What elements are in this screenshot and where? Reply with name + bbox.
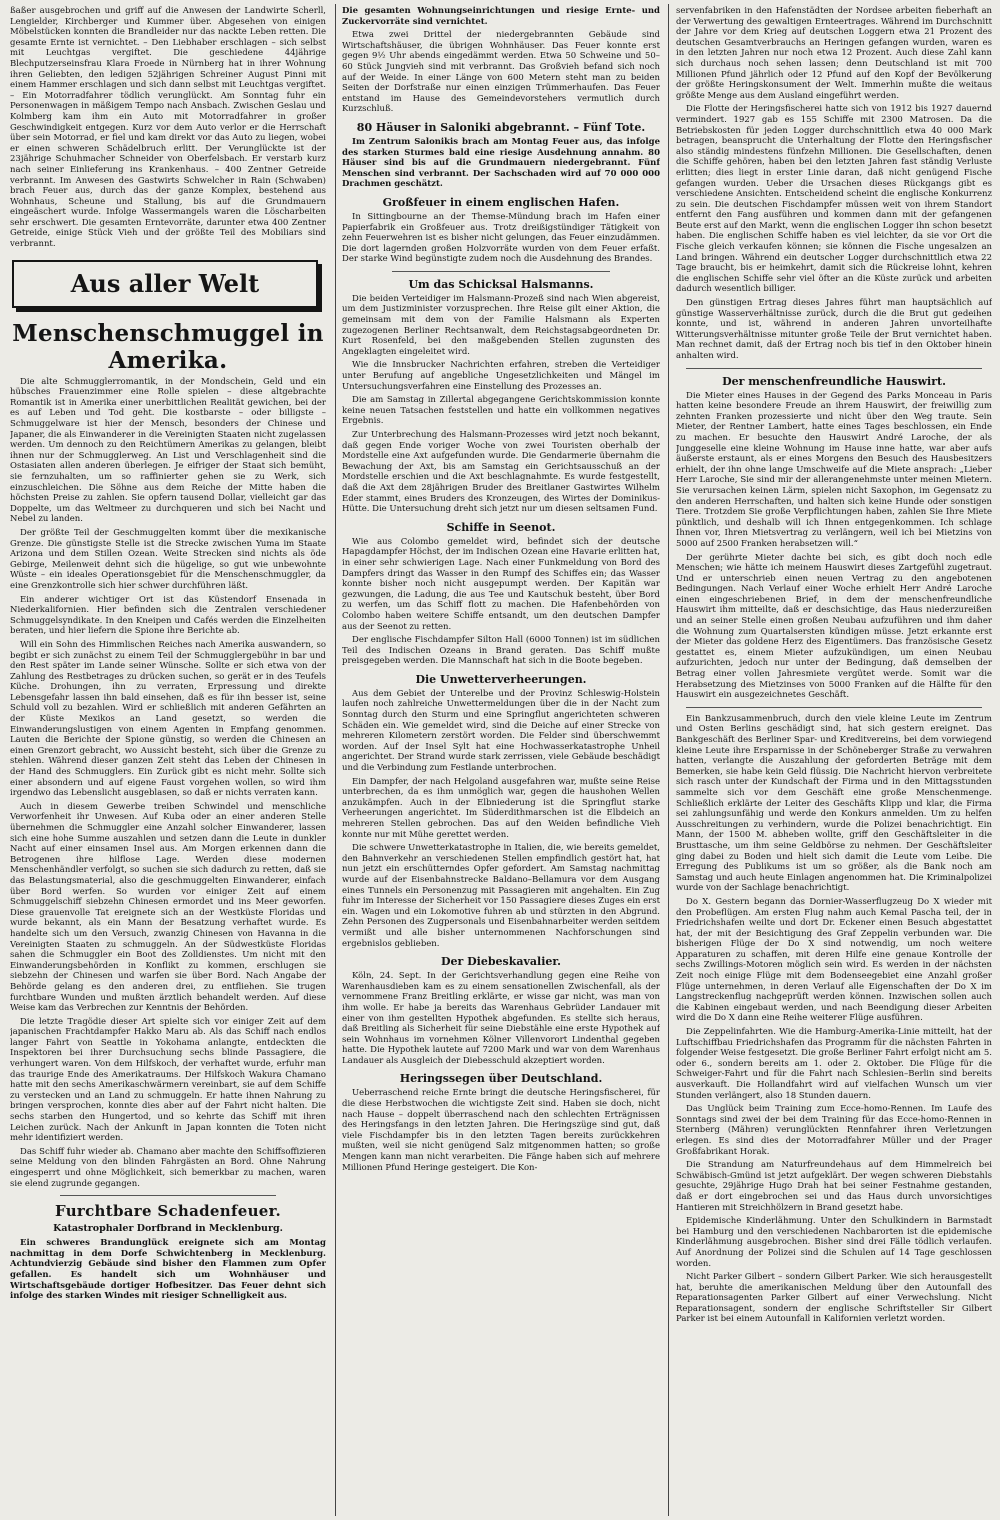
article-paragraph: Köln, 24. Sept. In der Gerichtsverhandlung gegen eine Reihe von Warenhausdieben kam es zu einem sensationellen Zwischenfall, als der vernommene Franz Breitling erklärte, er wisse gar nicht, was man von ihm wolle. Er habe ja bereits das Warenhaus Gebrüder Landauer mit einer von ihm gestellten Hypothek abgefunden. Es stellte sich heraus, daß Breitling als Sicherheit für seine Diebstähle eine erste Hypothek auf sein Wohnhaus im vornehmen Kölner Villenvorort Lindenthal gegeben hatte. Die Hypothek lautete auf 7200 Mark und war von dem Warenhaus Landauer als Ausgleich der Diebesschuld akzeptiert worden. [342, 971, 660, 1066]
headline-saloniki: 80 Häuser in Saloniki abgebrannt. – Fünf Tote. [356, 120, 646, 134]
article-paragraph: servenfabriken in den Hafenstädten der Nordsee arbeiten fieberhaft an der Verwertung des gewaltigen Ernteertrages. Während im Durchschnitt der Jahre vor dem Krieg auf deutschen Loggern etwa 21 Prozent des deutschen Gesamtverbrauchs an Heringen gefangen wurden, waren es in den letzten Jahren nur noch etwa 12 Prozent. Auch diese Zahl kann sich durchaus noch sehen lassen; denn Deutschland ist mit 700 Millionen Pfund jährlich oder 12 Pfund auf den Kopf der Bevölkerung der größte Heringskonsument der Welt. Immerhin mußte die weitaus größte Menge aus dem Ausland eingeführt werden. [676, 6, 992, 101]
headline-menschenschmuggel: Menschenschmuggel in Amerika. [12, 319, 324, 374]
column-3 [676, 6, 992, 1516]
article-paragraph: Die Flotte der Heringsfischerei hatte sich von 1912 bis 1927 dauernd vermindert. 1927 gab es 155 Schiffe mit 2300 Matrosen. Da die Betriebskosten für jeden Logger durchschnittlich etwa 40 000 Mark betragen, beansprucht die Unterhaltung der Flotte den Heringsfischer also ständig mindestens fünfzehn Millionen. Die Gesellschaften, denen die Schiffe gehören, haben bei den letzten Jahren fast ständig Verluste erlitten; dies liegt in erster Linie daran, daß nicht genügend Fische gefangen wurden. Ueber die Ursachen dieses Rückgangs gibt es verschiedene Ansichten. Entscheidend scheint die englische Konkurrenz zu sein. Die deutschen Fischdampfer müssen weit von ihrem Standort entfernt den Fang ausführen und kommen dann mit der gefangenen Beute erst auf den Markt, wenn die englischen Logger ihn schon besetzt haben. Die englischen Schiffe haben es viel leichter, da sie vor Ort die Fische gleich verkaufen können; sie können die Fische ungesalzen an Land bringen. Während ein deutscher Logger durchschnittlich etwa 22 Tage braucht, bis er heimkehrt, damit sich die Rückreise lohnt, kehren die englischen Schiffe sehr viel öfter an die Küste zurück und arbeiten dadurch wesentlich billiger. [676, 104, 992, 295]
separator [60, 1195, 276, 1196]
separator [686, 707, 982, 708]
headline-seenot: Schiffe in Seenot. [446, 520, 556, 534]
news-item-kinderlaehmung: Epidemische Kinderlähmung. Unter den Schulkindern in Barmstadt bei Hamburg und den verschiedenen Nachbarorten ist die epidemische Kinderlähmung ausgebrochen. Bisher sind drei Fälle tödlich verlaufen. Auf Anordnung der Polizei sind die Schulen auf 14 Tage geschlossen worden. [676, 1216, 992, 1269]
news-item-strandung: Die Strandung am Naturfreundehaus auf dem Himmelreich bei Schwäbisch-Gmünd ist jetzt aufgeklärt. Der wegen schweren Diebstahls gesuchte, 29jährige Hugo Drah hat bei seiner Festnahme gestanden, daß er dort eingebrochen sei und das Haus durch unvorsichtiges Hantieren mit Streichhölzern in Brand gesetzt habe. [676, 1160, 992, 1213]
article-lokales: ßaßer ausgebrochen und griff auf die Anwesen der Landwirte Scherll, Lengielder, Kirchberger und Kummer über. Abgesehen von einigen Möbelstücken konnten die Brandleider nur das nackte Leben retten. Die gesamte Ernte ist vernichtet. – Den Liebhaber erschlagen – sich selbst mit Leuchtgas vergiftet. Die geschiedene 44jährige Blechputzerseinsfrau Klara Froede in Nürnberg hat in ihrer Wohnung ihren Geliebten, den ledigen 52jährigen Schreiner August Pinni mit einem Hammer erschlagen und sich dann selbst mit Leuchtgas vergiftet. – Ein Motorradfahrer tödlich verunglückt. Am Sonntag fuhr ein Personenwagen in mäßigem Tempo nach Ansbach. Zwischen Geslau und Kolmberg kam ihm ein Auto mit Motorradfahrer in großer Geschwindigkeit entgegen. Kurz vor dem Auto verlor er die Herrschaft über sein Motorrad, er fiel und kam direkt vor das Auto zu liegen, wobei er einen schweren Schädelbruch erlitt. Der Verunglückte ist der 23jährige Schuhmacher Schneider von Oberfelsbach. Er verstarb kurz nach seiner Einlieferung ins Krankenhaus. – 400 Zentner Getreide verbrannt. Im Anwesen des Gastwirts Schwelcher in Rain (Schwaben) brach Feuer aus, durch das der ganze Komplex, bestehend aus Wohnhaus, Scheune und Stallung, bis auf die Grundmauern eingeäschert wurde. Infolge Wassermangels waren die Löscharbeiten sehr erschwert. Die gesamten Erntevorräte, darunter etwa 400 Zentner Getreide, einige Stück Vieh und der größte Teil des Mobiliars sind verbrannt. [10, 6, 326, 250]
column-rule [335, 4, 336, 1516]
article-paragraph: Die beiden Verteidiger im Halsmann-Prozeß sind nach Wien abgereist, um dem Justizminister vorzusprechen. Ihre Reise gilt einer Aktion, die gemeinsam mit dem von der Familie Halsmann als Experten zugezogenen Berliner Rechtsanwalt, dem Reichstagsabgeordneten Dr. Kurt Rosenfeld, bei den maßgebenden Stellen zugunsten des Angeklagten eingeleitet wird. [342, 293, 660, 357]
article-paragraph: In Sittingbourne an der Themse-Mündung brach im Hafen einer Papierfabrik ein Großfeuer aus. Trotz dreißigstündiger Tätigkeit von zehn Feuerwehren ist es bisher nicht gelungen, das Feuer einzudämmen. Die dort lagernden großen Holzvorräte wurden von dem Feuer erfaßt. Der starke Wind begünstigte zudem noch die Ausdehnung des Brandes. [342, 211, 660, 265]
column-rule [668, 4, 669, 1516]
article-paragraph: Ueberraschend reiche Ernte bringt die deutsche Heringsfischerei, für die diese Herbstwochen die wichtigste Zeit sind. Haben sie doch, nicht nach Hause – doppelt überraschend nach den schlechten Erträgnissen des Heringsfangs in den letzten Jahren. Die Heringszüge sind gut, daß viele Fischdampfer bis in den letzten Tagen bereits zurückkehren mußten, weil sie nicht genügend Salz mitgenommen hatten; so große Mengen kann man nicht verarbeiten. Die Fänge haben sich auf mehrere Millionen Pfund Heringe gesteigert. Die Kon- [342, 1088, 660, 1173]
news-item-zeppelin: Die Zeppelinfahrten. Wie die Hamburg-Amerika-Linie mitteilt, hat der Luftschiffbau Friedrichshafen das Programm für die nächsten Fahrten in folgender Weise festgesetzt. Die große Berliner Fahrt erfolgt nicht am 5. oder 6., sondern bereits am 1. oder 2. Oktober. Die Flüge für die Schweiger-Fahrt und für die Fahrt nach Schlesien–Berlin sind bereits ausverkauft. Die Hollandfahrt wird auf vielfachen Wunsch um vier Stunden verlängert, also 18 Stunden dauern. [676, 1027, 992, 1101]
headline-unwetter: Die Unwetterverheerungen. [415, 672, 587, 686]
news-item-dox: Do X. Gestern begann das Dornier-Wasserflugzeug Do X wieder mit den Probeflügen. Am ersten Flug nahm auch Kemal Pascha teil, der in Friedrichshafen weilte und dort Dr. Eckener einen Besuch abgestattet hat, der mit der Besichtigung des Graf Zeppelin verbunden war. Die bisherigen Flüge der Do X sind notwendig, um noch weitere Apparaturen zu schaffen, mit deren Hilfe eine genaue Kontrolle der sechs Zwillings-Motoren möglich sein wird. Es werden in der nächsten Zeit noch einige Flüge mit dem Bodenseegebiet eine Anzahl großer Flüge unternehmen, in deren Verlauf alle Eigenschaften der Do X im Langstreckenflug nachgeprüft werden können. Inzwischen sollen auch die Kabinen eingebaut werden, und nach Beendigung dieser Arbeiten wird die Do X dann eine Reihe weiterer Flüge ausführen. [676, 896, 992, 1024]
article-paragraph: Das Schiff fuhr wieder ab. Chamano aber machte den Schiffsoffizieren seine Meldung von den blinden Fahrgästen an Bord. Ohne Nahrung eingesperrt und ohne Möglichkeit, sich bemerkbar zu machen, waren sie elend zugrunde gegangen. [10, 1146, 326, 1189]
article-paragraph: Den günstigen Ertrag dieses Jahres führt man hauptsächlich auf günstige Wasserverhältnisse zurück, durch die die Brut gut gedeihen konnte, und ist, während in anderen Jahren unvorteilhafte Witterungsverhältnisse mitunter große Teile der Brut vernichtet haben. Man rechnet damit, daß der Ertrag noch bis tief in den Oktober hinein anhalten wird. [676, 298, 992, 361]
article-paragraph: Auch in diesem Gewerbe treiben Schwindel und menschliche Verworfenheit ihr Unwesen. Auf Kuba oder an einer anderen Stelle übernehmen die Schmuggler eine Anzahl solcher Einwanderer, lassen sich eine hohe Summe auszahlen und setzen dann die Leute in dunkler Nacht auf einer einsamen Insel aus. Am Morgen erkennen dann die Betrogenen ihre hilflose Lage. Werden diese modernen Menschenhändler verfolgt, so suchen sie sich dadurch zu retten, daß sie das Belastungsmaterial, also die geschmuggelten Einwanderer, einfach über Bord werfen. So wurden vor einiger Zeit auf einem Schmuggelschiff siebzehn Chinesen ermordet und ins Meer geworfen. Diese grauenvolle Tat ereignete sich an der Westküste Floridas und wurde bekannt, als ein Mann der Besatzung verhaftet wurde. Es handelte sich um den Versuch, zwanzig Chinesen von Havanna in die Vereinigten Staaten zu schmuggeln. An der Südwestküste Floridas sahen die Schmuggler ein Boot des Zolldienstes. Um nicht mit den Einwanderungsbehörden in Konflikt zu kommen, erschlugen sie siebzehn der Chinesen und warfen sie über Bord. Nach Angabe der Behörde gelang es den anderen drei, zu entfliehen. Sie trugen furchtbare Wunden und mußten ärztlich behandelt werden. Auf diese Weise kam das Verbrechen zur Kenntnis der Behörden. [10, 801, 326, 1014]
separator [686, 368, 982, 369]
article-paragraph: Zur Unterbrechung des Halsmann-Prozesses wird jetzt noch bekannt, daß gegen Ende voriger Woche von zwei Touristen oberhalb der Mordstelle eine Axt aufgefunden wurde. Die Gendarmerie übernahm die Bewachung der Axt, bis am Samstag ein Gerichtsausschuß an der Mordstelle erschien und die Axt beschlagnahmte. Es wurde festgestellt, daß die Axt dem 28jährigen Bruder des Breitlaner Gastwirtes Wilhelm Eder stammt, eines Bruders des Kronzeugen, des Wirtes der Dominikus-Hütte. Die Untersuchung dreht sich jetzt nur um diesen seltsamen Fund. [342, 430, 660, 515]
article-paragraph: Die schwere Unwetterkatastrophe in Italien, die, wie bereits gemeldet, den Bahnverkehr an verschiedenen Stellen empfindlich gestört hat, hat nun jetzt ein erschütterndes Opfer gefordert. Am Samstag nachmittag wurde auf der Eisenbahnstrecke Baldano–Bellamura vor dem Ausgang eines Tunnels ein Personenzug mit Passagieren mit angehalten. Ein Zug fuhr im Interesse der Sicherheit vor 150 Passagiere dieses Zuges ein erst ein. Wagen und ein Lokomotive fuhren ab und stürzten in den Abgrund. Zehn Personen des Zugpersonals und Eisenbahnarbeiter werden seitdem vermißt und alle bisher unternommenen Nachforschungen sind ergebnislos geblieben. [342, 843, 660, 949]
headline-hafen: Großfeuer in einem englischen Hafen. [382, 195, 620, 209]
article-paragraph: Die Mieter eines Hauses in der Gegend des Parks Monceau in Paris hatten keine besondere Freude an ihrem Hauswirt, der freiwillig zum zehnten Franken prozessierte und nicht über den Weg traute. Sein Mieter, der Rentner Lambert, hatte eines Tages beschlossen, ein Ende zu machen. Er besuchte den Hauswirt André Laroche, der als Junggeselle eine kleine Wohnung im Hause inne hatte, war aber aufs äußerste erstaunt, als er eines Morgens den Besuch des Hausbesitzers erhielt, der ihn ohne lange Umschweife auf die Miete ansprach: „Lieber Herr Laroche, Sie sind mir der allerangenehmste unter meinen Mietern. Sie verursachen keinen Lärm, spielen nicht Saxophon, im Gegensatz zu den anderen Herrschaften, und halten sich keine Hunde oder sonstigen Tiere. Trotzdem Sie große Verpflichtungen haben, zahlen Sie Ihre Miete pünktlich, und deshalb will ich Ihnen entgegenkommen. Ich schlage Ihnen vor, Ihren Mietsvertrag zu verlängern, weil ich bei Mietzins von 5000 auf 2500 Franken herabsetzen will.“ [676, 390, 992, 549]
column-2 [342, 6, 660, 1516]
subheadline-dorfbrand: Katastrophaler Dorfbrand in Mecklenburg. [53, 1223, 283, 1235]
news-item-parker: Nicht Parker Gilbert – sondern Gilbert Parker. Wie sich herausgestellt hat, beruhte die amerikanischen Meldung über den Autounfall des Reparationsagenten Parker Gilbert auf einer Verwechslung. Nicht Reparationsagent, sondern der englische Schriftsteller Sir Gilbert Parker ist bei einem Autounfall in Kalifornien verletzt worden. [676, 1272, 992, 1325]
article-paragraph: Der englische Fischdampfer Silton Hall (6000 Tonnen) ist im südlichen Teil des Indischen Ozeans in Brand geraten. Das Schiff mußte preisgegeben werden. Die Mannschaft hat sich in die Boote begeben. [342, 635, 660, 667]
separator [392, 271, 610, 272]
headline-diebeskavalier: Der Diebeskavalier. [440, 955, 561, 969]
article-paragraph: Der größte Teil der Geschmuggelten kommt über die mexikanische Grenze. Die günstigste Stelle ist die Strecke zwischen Yuma im Staate Arizona und dem Stillen Ozean. Weite Strecken sind nichts als öde Gebirge, Meilenweit dehnt sich die hügelige, so gut wie unbewohnte Wüste – ein ideales Operationsgebiet für die Menschenschmuggler, da eine Grenzkontrolle sich hier schwer durchführen läßt. [10, 527, 326, 591]
article-paragraph: Ein schweres Brandunglück ereignete sich am Montag nachmittag in dem Dorfe Schwichtenberg in Mecklenburg. Achtundvierzig Gebäude sind bisher den Flammen zum Opfer gefallen. Es handelt sich um Wohnhäuser und Wirtschaftsgebäude dortiger Hofbesitzer. Das Feuer dehnt sich infolge des starken Windes mit riesiger Schnelligkeit aus. [10, 1238, 326, 1302]
headline-schadenfeuer: Furchtbare Schadenfeuer. [55, 1202, 281, 1221]
article-paragraph: Die letzte Tragödie dieser Art spielte sich vor einiger Zeit auf dem japanischen Frachtdampfer Hakko Maru ab. Als das Schiff nach endlos langer Fahrt von Seattle in Yokohama anlangte, entdeckten die Inspektoren bei ihrer Durchsuchung sechs blinde Passagiere, die verhungert waren. Von dem Hilfskoch, der verhaftet wurde, erfuhr man das traurige Ende des Amerikatraums. Der Hilfskoch Wakura Chamano hatte mit den sechs Amerikaschwärmern vereinbart, sie auf dem Schiffe zu verstecken und an Land zu schmuggeln. Er hatte ihnen Nahrung zu bringen versprochen, konnte dies aber auf der Fahrt nicht halten. Die sechs starben den Hungertod, und so kehrte das Schiff mit ihren Leichen zurück. Nach der Ankunft in Japan konnten die Toten nicht mehr identifiziert werden. [10, 1016, 326, 1144]
article-paragraph: Wie die Innsbrucker Nachrichten erfahren, streben die Verteidiger unter Berufung auf angebliche Ungesetzlichkeiten und Mängel im Untersuchungsverfahren eine Einstellung des Prozesses an. [342, 360, 660, 392]
article-paragraph: Etwa zwei Drittel der niedergebrannten Gebäude sind Wirtschaftshäuser, die übrigen Wohnhäuser. Das Feuer konnte erst gegen 9½ Uhr abends eingedämmt werden. Etwa 50 Schweine und 50–60 Stück Jungvieh sind mit verbrannt. Das Großvieh befand sich noch auf der Weide. In einer Länge von 600 Metern steht man zu beiden Seiten der Dorfstraße nur einen einzigen Trümmerhaufen. Das Feuer entstand im Hause des Gemeindevorstehers vermutlich durch Kurzschluß. [342, 30, 660, 115]
news-item-unglueck: Das Unglück beim Training zum Ecce-homo-Rennen. Im Laufe des Sonntags sind zwei der bei dem Training für das Ecce-homo-Rennen in Sternberg (Mähren) verunglückten Rennfahrer ihren Verletzungen erlegen. Es sind dies der Motorradfahrer Müller und der Prager Großfabrikant Horak. [676, 1104, 992, 1157]
article-paragraph: Wie aus Colombo gemeldet wird, befindet sich der deutsche Hapagdampfer Höchst, der im Indischen Ozean eine Havarie erlitten hat, in einer sehr schwierigen Lage. Nach einer Funkmeldung von Bord des Dampfers dringt das Wasser in den Rumpf des Schiffes ein; das Wasser konnte bisher noch nicht ausgepumpt werden. Der Kapitän war gezwungen, die Ladung, die aus Tee und Kautschuk besteht, über Bord zu werfen, um das Schiff flott zu machen. Die Hafenbehörden von Colombo haben weitere Schiffe entsandt, um den deutschen Dampfer aus der Seenot zu retten. [342, 536, 660, 632]
section-banner: Aus aller Welt [12, 260, 318, 308]
article-paragraph: Will ein Sohn des Himmlischen Reiches nach Amerika auswandern, so begibt er sich zunächst zu einem Teil der Schmugglergebühr in bar und den Rest später im Lande seiner Wünsche. Sollte er sich etwa von der Zahlung des Restbetrages zu drücken suchen, so gerät er in des Teufels Küche. Drohungen, ihn zu verraten, Erpressung und direkte Lebensgefahr lassen ihn bald einsehen, daß es für ihn besser ist, seine Schuld voll zu bezahlen. Wird er schließlich mit anderen Gefährten an der Küste Mexikos an Land gesetzt, so werden die Einwanderungslustigen von einem Agenten in Empfang genommen. Lauten die Berichte der Spione günstig, so werden die Chinesen an einen Grenzort gebracht, wo Aussicht besteht, sich über die Grenze zu stehlen. Während dieser ganzen Zeit steht das Leben der Chinesen in der Hand des Schmugglers. Ein Zurück gibt es nicht mehr. Sollte sich einer absondern und auf eigene Faust vorgehen wollen, so wird ihm irgendwo das Lebenslicht ausgeblasen, so daß er nichts verraten kann. [10, 639, 326, 799]
article-paragraph: Ein Dampfer, der nach Helgoland ausgefahren war, mußte seine Reise unterbrechen, da es ihm unmöglich war, gegen die haushohen Wellen anzukämpfen. Auch in der Elbniederung ist die Springflut starke Verheerungen angerichtet. Im Süderdithmarschen ist die Elbdeich an mehreren Stellen gebrochen. Das auf den Weiden befindliche Vieh konnte nur mit Mühe gerettet werden. [342, 776, 660, 840]
article-paragraph: Die am Samstag in Zillertal abgegangene Gerichtskommission konnte keine neuen Tatsachen feststellen und hatte ein vollkommen negatives Ergebnis. [342, 395, 660, 427]
news-item-bank: Ein Bankzusammenbruch, durch den viele kleine Leute im Zentrum und Osten Berlins geschädigt sind, hat sich gestern ereignet. Das Bankgeschäft des Berliner Spar- und Kreditvereins, bei dem vorwiegend kleine Leute ihre Ersparnisse in der Schöneberger Straße zu verwahren hatten, verlangte die Auszahlung der geforderten Beträge mit dem Bemerken, sie habe kein Geld flüssig. Die Nachricht hiervon verbreitete sich rasch unter der Kundschaft der Firma und in den Mittagsstunden sammelte sich vor dem Geschäft eine große Menschenmenge. Schließlich erklärte der Leiter des Geschäfts Klipp und klar, die Firma sei zahlungsunfähig und werde den Konkurs anmelden. Um zu helfen Ausschreitungen zu verhindern, wurde die Polizei benachrichtigt. Ein Mann, der 1500 M. abheben wollte, griff den Geschäftsleiter in die Brusttasche, um ihm seine Geldbörse zu nehmen. Der Geschäftsleiter ging dabei zu Boden und hielt sich damit die Leute vom Leibe. Die Erregung des Publikums ist um so größer, als die Bank noch am Samstag und auch heute Einlagen angenommen hat. Die Kriminalpolizei wurde von der Sachlage benachrichtigt. [676, 713, 992, 894]
article-paragraph: Aus dem Gebiet der Unterelbe und der Provinz Schleswig-Holstein laufen noch zahlreiche Unwettermeldungen über die in der Nacht zum Sonntag durch den Sturm und eine Springflut angerichteten schweren Schäden ein. Wie gemeldet wird, sind die Deiche auf einer Strecke von mehreren Kilometern zerstört worden. Die Felder sind überschwemmt worden. Auf der Insel Sylt hat eine Hochwasserkatastrophe Unheil angerichtet. Der Strand wurde stark zerrissen, viele Gebäude beschädigt und die Verbindung zum Festlande unterbrochen. [342, 688, 660, 774]
article-paragraph: Der gerührte Mieter dachte bei sich, es gibt doch noch edle Menschen; wie hätte ich meinem Hauswirt dieses Zartgefühl zugetraut. Und er unterschrieb einen neuen Vertrag zu den angebotenen Bedingungen. Nach Verlauf einer Woche erhielt Herr André Laroche einen eingeschriebenen Brief, in dem der menschenfreundliche Hauswirt ihm mitteilte, daß er deschsichtige, das Haus niederzureißen und an seiner Stelle einen großen Neubau aufzuführen und ihm daher die Wohnung zum Quartalsersten kündigen müsse. Jetzt erkannte erst der Mieter das goldene Herz des Eigentümers. Das französische Gesetz gestattet es, einem Mieter aufzukündigen, um einen Neubau aufzurichten, jedoch nur unter der Bedingung, daß demselben der Betrag einer vollen Jahresmiete vergütet werde. Somit war die Herabsetzung des Mietzinses von 5000 Franken auf die Hälfte für den Hauswirt ein ausgezeichnetes Geschäft. [676, 552, 992, 701]
headline-heringssegen: Heringssegen über Deutschland. [399, 1072, 603, 1086]
article-paragraph: Die gesamten Wohnungseinrichtungen und riesige Ernte- und Zuckervorräte sind vernichtet. [342, 6, 660, 27]
article-paragraph: Im Zentrum Salonikis brach am Montag Feuer aus, das infolge des starken Sturmes bald eine riesige Ausdehnung annahm. 80 Häuser sind bis auf die Grundmauern niedergebrannt. Fünf Menschen sind verbrannt. Der Sachschaden wird auf 70 000 000 Drachmen geschätzt. [342, 136, 660, 190]
headline-halsmann: Um das Schicksal Halsmanns. [408, 277, 594, 291]
column-1 [10, 6, 326, 1516]
headline-hauswirt: Der menschenfreundliche Hauswirt. [722, 374, 946, 388]
article-paragraph: Ein anderer wichtiger Ort ist das Küstendorf Ensenada in Niederkalifornien. Hier befinden sich die Zentralen verschiedener Schmuggelsyndikate. In den Kneipen und Cafés werden die Einzelheiten beraten, und hier liefern die Spione ihre Berichte ab. [10, 594, 326, 637]
article-paragraph: Die alte Schmugglerromantik, in der Mondschein, Geld und ein hübsches Frauenzimmer eine Rolle spielen – diese altgebrachte Romantik ist in Amerika einer unerbittlichen Realität gewichen, bei der es auf Leben und Tod geht. Die kostbarste – oder billigste – Schmuggelware ist hier der Mensch, besonders der Chinese und Japaner, die als Einwanderer in die Vereinigten Staaten nicht zugelassen werden. Um dennoch zu den Reichtümern Amerikas zu gelangen, bleibt ihnen nur der Schmugglerweg. An List und Verschlagenheit sind die Ostasiaten allen anderen überlegen. Je eifriger der Staat sich bemüht, sie fernzuhalten, um so raffinierter gehen sie zu Werk, sich einzuschleichen. Die Söhne aus dem Reiche der Mitte haben die höchsten Preise zu zahlen. Sie opfern tausend Dollar, vielleicht gar das Doppelte, um das Weltmeer zu durchqueren und sich bei Nacht und Nebel zu landen. [10, 376, 326, 525]
